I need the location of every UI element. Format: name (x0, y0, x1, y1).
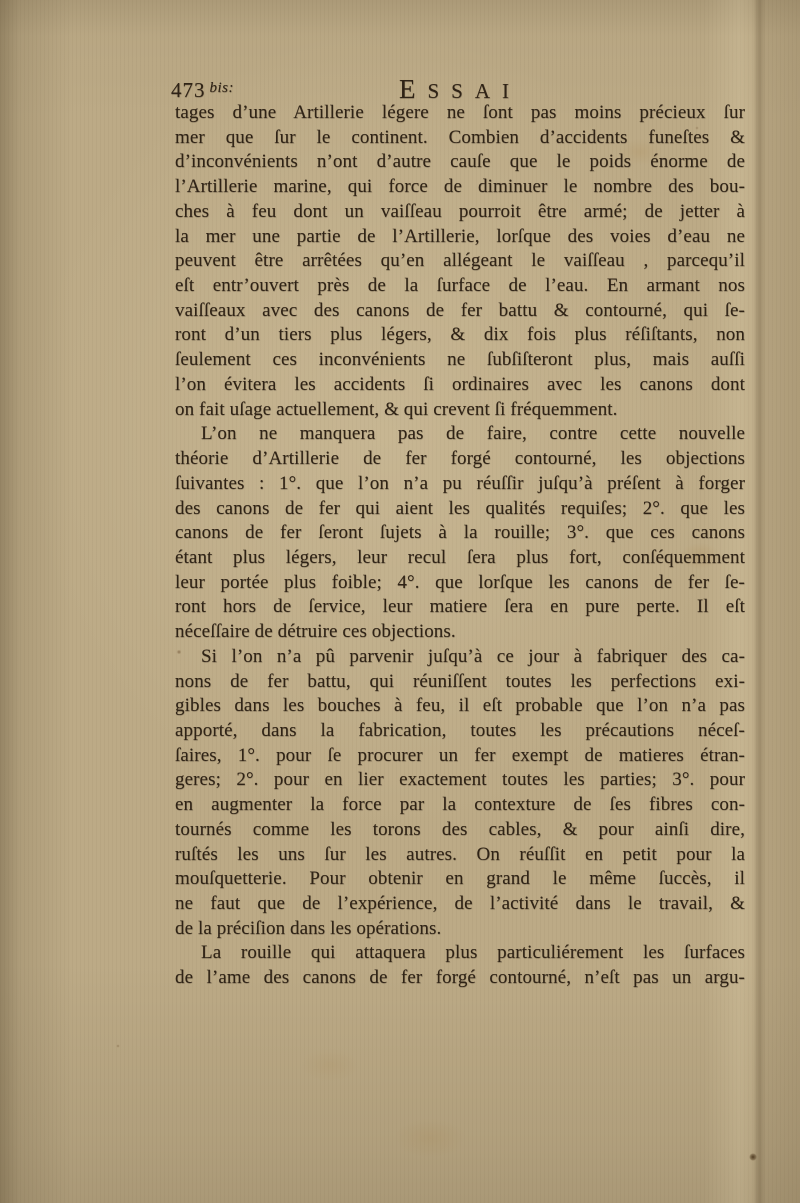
text-line: Si l’on n’a pû parvenir juſqu’à ce jour à fabriquer des ca- (201, 645, 745, 667)
text-line: ne faut que de l’expérience, de l’activité dans le travail, & (175, 893, 745, 914)
page-number-value: 473 (171, 78, 206, 102)
text-line: La rouille qui attaquera plus particuliérement les ſurfaces (201, 942, 745, 964)
text-line: ſaires, 1°. pour ſe procurer un fer exempt de matieres étran- (175, 744, 745, 766)
text-line: tages d’une Artillerie légere ne ſont pas moins précieux ſur (175, 102, 745, 123)
text-line: leur portée plus foible; 4°. que lorſque les canons de fer ſe- (175, 571, 745, 593)
page-header (171, 74, 745, 104)
text-line: nons de fer battu, qui réuniſſent toutes les perfections exi- (175, 670, 745, 692)
text-line: eſt entr’ouvert près de la ſurface de l’eau. En armant nos (175, 275, 745, 297)
running-title-initial: E (398, 74, 428, 104)
text-line: ſuivantes : 1°. que l’on n’a pu réuſſir juſqu’à préſent à forger (175, 472, 745, 494)
text-line: ront d’un tiers plus légers, & dix fois plus réſiſtants, non (175, 324, 745, 346)
text-line: ront hors de ſervice, leur matiere ſera en pure perte. Il eſt (175, 596, 745, 618)
text-line: mer que ſur le continent. Combien d’accidents funeſtes & (175, 126, 745, 148)
running-title-rest: SSAI (427, 79, 522, 103)
text-line: gibles dans les bouches à feu, il eſt probable que l’on n’a pas (175, 695, 745, 717)
text-line: en augmenter la force par la contexture de ſes fibres con- (175, 794, 745, 816)
text-line: L’on ne manquera pas de faire, contre cette nouvelle (201, 423, 745, 445)
text-line: vaiſſeaux avec des canons de fer battu & contourné, qui ſe- (175, 299, 745, 321)
text-line: canons de fer ſeront ſujets à la rouille; 3°. que ces canons (175, 522, 745, 544)
text-line: de la préciſion dans les opérations. (175, 917, 442, 939)
paragraph (175, 101, 745, 422)
page-number (171, 78, 234, 103)
text-line: tournés comme les torons des cables, & pour ainſi dire, (175, 818, 745, 840)
text-line: de l’ame des canons de fer forgé contourné, n’eſt pas un argu- (175, 967, 745, 989)
text-line: ſeulement ces inconvénients ne ſubſiſteront plus, mais auſſi (175, 349, 745, 371)
text-line: apporté, dans la fabrication, toutes les précautions néceſ- (175, 719, 745, 741)
text-line: néceſſaire de détruire ces objections. (175, 621, 456, 643)
text-line: on fait uſage actuellement, & qui crevent ſi fréquemment. (175, 398, 618, 420)
text-line: ruſtés les uns ſur les autres. On réuſſit en petit pour la (175, 843, 745, 865)
text-line: théorie d’Artillerie de fer forgé contourné, les objections (175, 448, 745, 470)
text-line: étant plus légers, leur recul ſera plus fort, conſéquemment (175, 546, 745, 568)
paragraph (175, 645, 745, 942)
text-line: d’inconvénients n’ont d’autre cauſe que le poids énorme de (175, 151, 745, 173)
page-number-suffix: bis: (209, 80, 234, 96)
text-line: l’on évitera les accidents ſi ordinaires avec les canons dont (175, 373, 745, 395)
paragraph (175, 422, 745, 644)
text-line: geres; 2°. pour en lier exactement toutes les parties; 3°. pour (175, 769, 745, 791)
text-line: ches à feu dont un vaiſſeau pourroit être armé; de jetter à (175, 200, 745, 222)
paragraph (175, 941, 745, 990)
text-line: mouſquetterie. Pour obtenir en grand le même ſuccès, il (175, 868, 745, 890)
text-line: l’Artillerie marine, qui force de diminuer le nombre des bou- (175, 176, 745, 198)
text-line: des canons de fer qui aient les qualités requiſes; 2°. que les (175, 497, 745, 519)
text-line: peuvent être arrêtées qu’en allégeant le vaiſſeau , parcequ’il (175, 250, 745, 272)
page-body (175, 101, 745, 991)
text-line: la mer une partie de l’Artillerie, lorſque des voies d’eau ne (175, 225, 745, 247)
